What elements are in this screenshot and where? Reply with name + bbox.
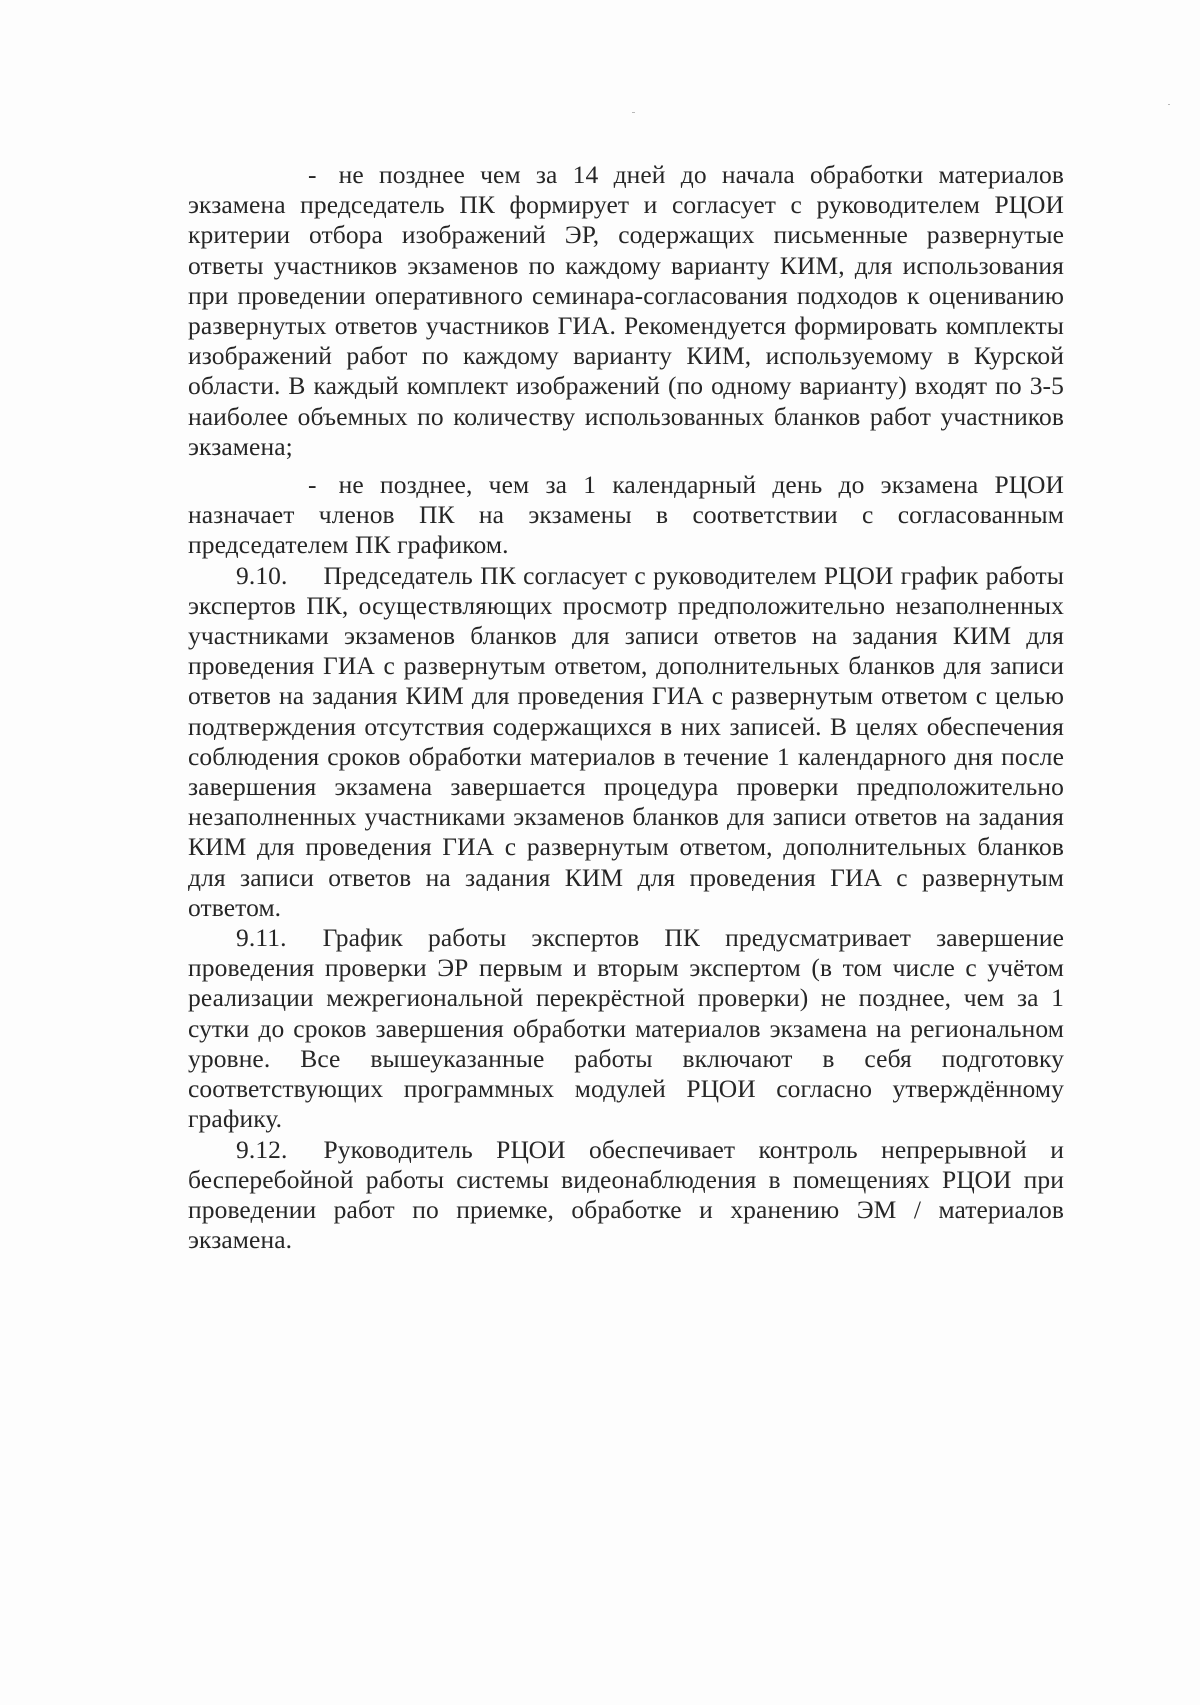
scan-speck bbox=[632, 112, 635, 113]
paragraph-text: Руководитель РЦОИ обеспечивает контроль непрерывной и бесперебойной работы системы видеонаблюдения в помещениях РЦОИ при проведении работ по приемке, обработке и хранению ЭМ / материалов экзамена. bbox=[188, 1134, 1064, 1255]
clause-number: 9.10. bbox=[236, 560, 288, 590]
paragraph-9-12 bbox=[188, 1135, 1064, 1256]
paragraph-bullet-1 bbox=[188, 160, 1064, 462]
clause-number: 9.11. bbox=[236, 923, 287, 953]
paragraph-text: Председатель ПК согласует с руководителем РЦОИ график работы экспертов ПК, осуществляющих просмотр предположительно незаполненных участниками экзаменов бланков для записи ответов на задания КИМ для проведения ГИА с развернутым ответом, дополнительных бланков для записи ответов на задания КИМ для проведения ГИА с развернутым ответом с целью подтверждения отсутствия содержащихся в них записей. В целях обеспечения соблюдения сроков обработки материалов в течение 1 календарного дня после завершения экзамена завершается процедура проверки предположительно незаполненных участниками экзаменов бланков для записи ответов на задания КИМ для проведения ГИА с развернутым ответом, дополнительных бланков для записи ответов на задания КИМ для проведения ГИА с развернутым ответом. bbox=[188, 560, 1064, 922]
list-dash-marker: - bbox=[308, 160, 317, 189]
list-dash-marker: - bbox=[308, 470, 317, 500]
paragraph-9-10 bbox=[188, 561, 1064, 923]
paragraph-text: не позднее чем за 14 дней до начала обработки материалов экзамена председатель ПК формирует и согласует с руководителем РЦОИ критерии отбора изображений ЭР, содержащих письменные развернутые ответы участников экзаменов по каждому варианту КИМ, для использования при проведении оперативного семинара-согласования подходов к оцениванию развернутых ответов участников ГИА. Рекомендуется формировать комплекты изображений работ по каждому варианту КИМ, используемому в Курской области. В каждый комплект изображений (по одному варианту) входят по 3-5 наиболее объемных по количеству использованных бланков работ участников экзамена; bbox=[188, 160, 1064, 461]
paragraph-bullet-2 bbox=[188, 470, 1064, 561]
clause-number: 9.12. bbox=[236, 1134, 288, 1164]
paragraph-text: График работы экспертов ПК предусматривает завершение проведения проверки ЭР первым и вторым экспертом (в том числе с учётом реализации межрегиональной перекрёстной проверки) не позднее, чем за 1 сутки до сроков завершения обработки материалов экзамена на региональном уровне. Все вышеуказанные работы включают в себя подготовку соответствующих программных модулей РЦОИ согласно утверждённому графику. bbox=[188, 923, 1064, 1134]
document-body bbox=[188, 160, 1064, 1255]
scan-speck bbox=[1168, 104, 1170, 105]
paragraph-9-11 bbox=[188, 923, 1064, 1134]
paragraph-text: не позднее, чем за 1 календарный день до экзамена РЦОИ назначает членов ПК на экзамены в соответствии с согласованным председателем ПК графиком. bbox=[188, 470, 1064, 560]
